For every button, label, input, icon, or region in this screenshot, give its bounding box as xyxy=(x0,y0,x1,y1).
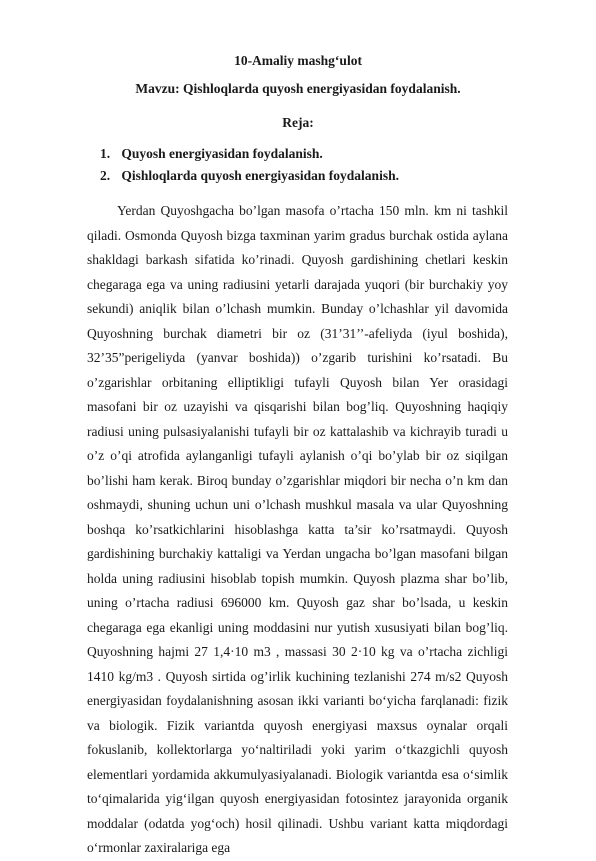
document-subtitle: Mavzu: Qishloqlarda quyosh energiyasidan foydalanish. xyxy=(135,81,461,96)
plan-item xyxy=(100,165,399,187)
document-title: 10-Amaliy mashg‘ulot xyxy=(234,53,362,68)
plan-item xyxy=(100,143,399,165)
plan-heading: Reja: xyxy=(282,115,314,130)
plan-item-number: 1. xyxy=(100,146,111,161)
plan-item-text: Quyosh energiyasidan foydalanish. xyxy=(121,146,323,161)
plan-item-number: 2. xyxy=(100,168,111,183)
plan-item-text: Qishloqlarda quyosh energiyasidan foydalanish. xyxy=(121,168,399,183)
body-paragraph: Yerdan Quyoshgacha bo’lgan masofa o’rtacha 150 mln. km ni tashkil qiladi. Osmonda Quyosh bizga taxminan yarim gradus burchak ostida aylana shakldagi barkash sifatida ko’rinadi. Quyosh gardishining chetlari keskin chegaraga ega va uning radiusini yetarli darajada yuqori (bir burchakiy yoy sekundi) aniqlik bilan o’lchash mumkin. Bunday o’lchashlar yil davomida Quyoshning burchak diametri bir oz (31’31’’-afeliyda (iyul boshida), 32’35”perigeliyda (yanvar boshida)) o’zgarib turishini ko’rsatadi. Bu o’zgarishlar orbitaning elliptikligi tufayli Quyosh bilan Yer orasidagi masofani bir oz uzayishi va qisqarishi bilan bog’liq. Quyoshning haqiqiy radiusi uning pulsasiyalanishi tufayli bir oz kattalashib va kichrayib turadi u o’z o’qi atrofida aylanganligi tufayli aylanish o’qi bo’ylab bir oz siqilgan bo’lishi ham kerak. Biroq bunday o’zgarishlar miqdori bir necha o’n km dan oshmaydi, shuning uchun uni o’lchash mushkul masala va ular Quyoshning boshqa ko’rsatkichlarini hisoblashga katta ta’sir ko’rsatmaydi. Quyosh gardishining burchakiy kattaligi va Yerdan ungacha bo’lgan masofani bilgan holda uning radiusini hisoblab topish mumkin. Quyosh plazma shar bo’lib, uning o’rtacha radiusi 696000 km. Quyosh gaz shar bo’lsada, u keskin chegaraga ega ekanligi uning moddasini nur yutish xususiyati bilan bog’liq. Quyoshning hajmi 27 1,4·10 m3 , massasi 30 2·10 kg va o’rtacha zichligi 1410 kg/m3 . Quyosh sirtida og’irlik kuchining tezlanishi 274 m/s2 Quyosh energiyasidan foydalanishning asosan ikki varianti bo‘yicha farqlanadi: fizik va biologik. Fizik variantda quyosh energiyasi maxsus oynalar orqali fokuslanib, kollektorlarga yo‘naltiriladi yoki yarim o‘tkazgichli quyosh elementlari yordamida akkumulyasiyalanadi. Biologik variantda esa o‘simlik to‘qimalarida yig‘ilgan quyosh energiyasidan fotosintez jarayonida organik moddalar (odatda yog‘och) hosil qilinadi. Ushbu variant katta miqdordagi o‘rmonlar zaxiralariga ega xyxy=(87,203,508,855)
plan-list xyxy=(100,143,399,187)
